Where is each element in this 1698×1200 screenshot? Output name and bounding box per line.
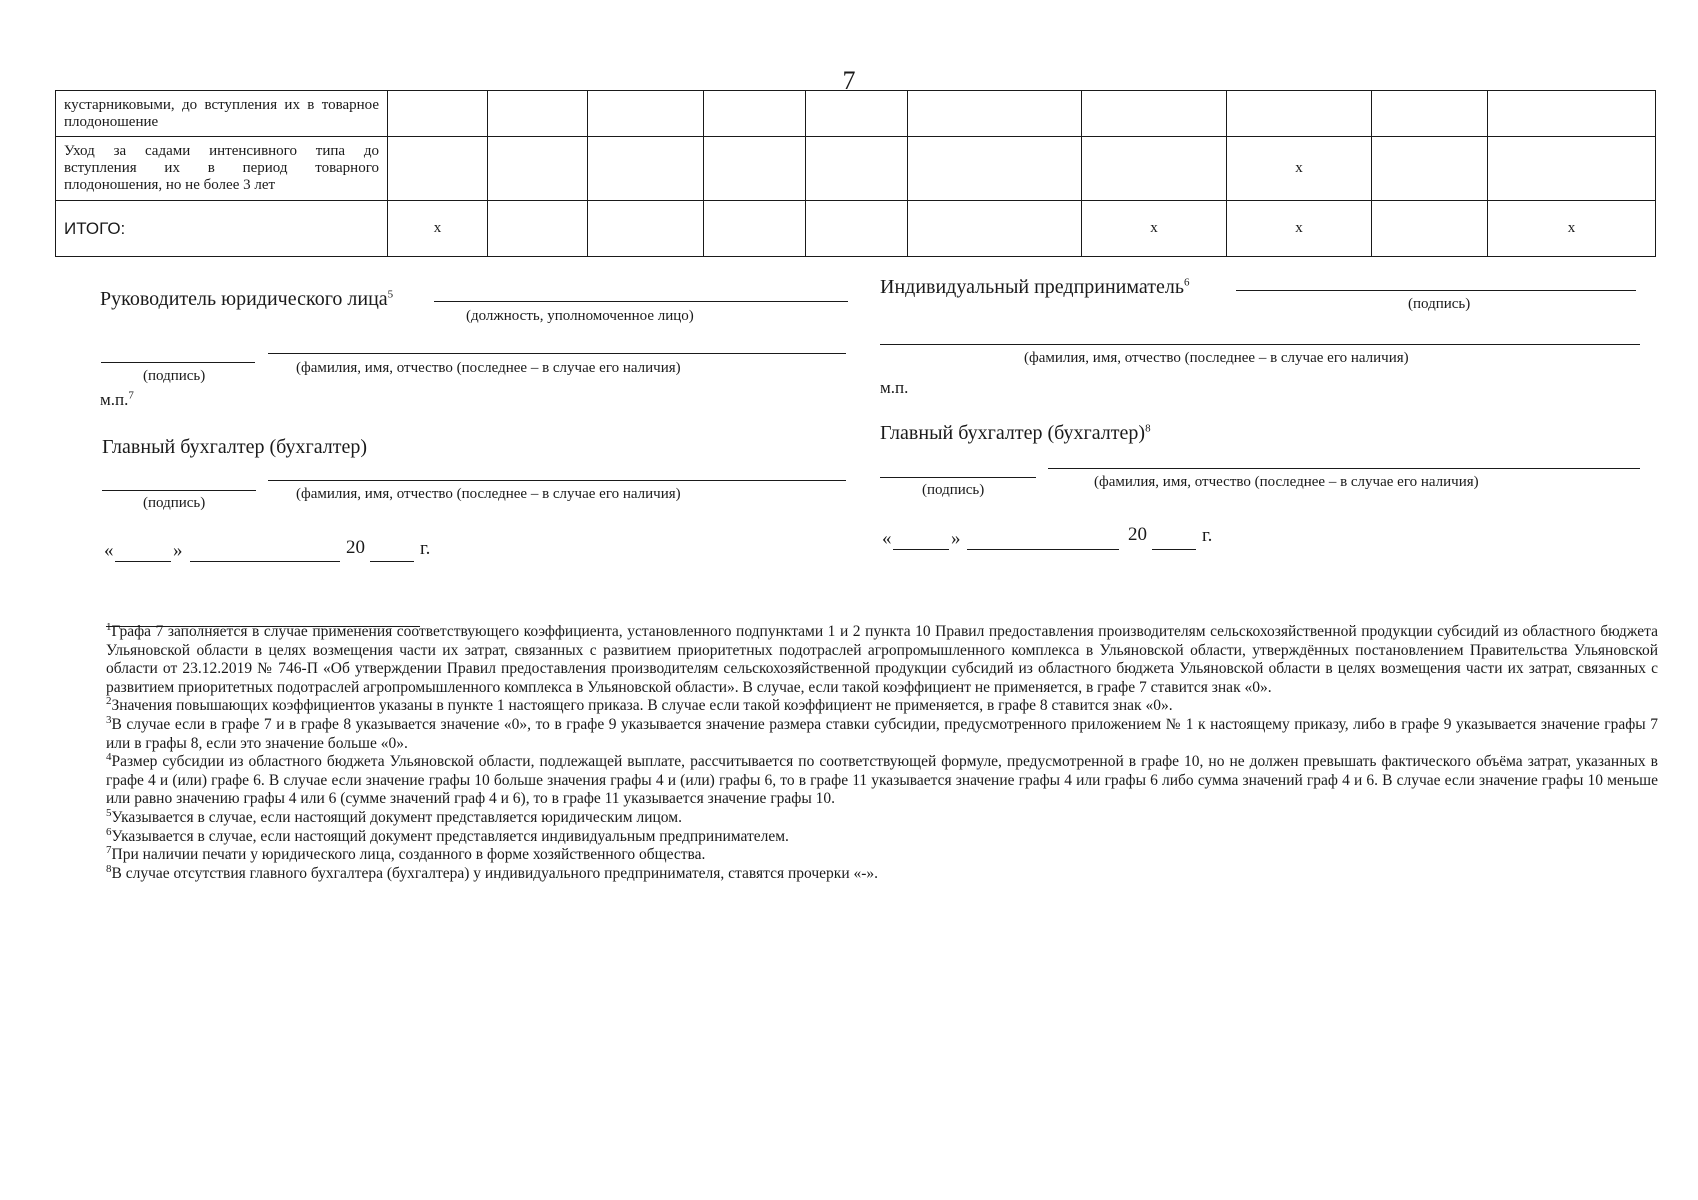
table-cell <box>1488 91 1656 137</box>
accountant-name-caption: (фамилия, имя, отчество (последнее – в случае его наличия) <box>1094 474 1479 490</box>
date-day-line[interactable] <box>893 549 949 550</box>
footnote: $^8$В случае отсутствия главного бухгалтера (бухгалтера) у индивидуального предпринимателя, ставятся прочерки «-». <box>106 862 879 882</box>
accountant-title: Главный бухгалтер (бухгалтер) <box>102 436 368 458</box>
row-label: Уход за садами интенсивного типа до вступления их в период товарного плодоношения, но не более 3 лет <box>56 137 388 201</box>
footnote-number: 1 <box>106 620 112 633</box>
total-label: ИТОГО: <box>56 201 388 257</box>
table-cell <box>488 137 588 201</box>
table-row <box>56 201 1656 257</box>
footnote-number: 6 <box>106 825 112 838</box>
footnote-ref: 6 <box>1183 276 1190 289</box>
table-cell <box>388 91 488 137</box>
signature-line[interactable] <box>101 362 255 363</box>
footnote: $^4$Размер субсидии из областного бюджета Ульяновской области, подлежащей выплате, рассчитывается по соответствующей формуле, предусмотренной в графе 10, но не должен превышать фактического объёма затрат, указанных в графе 4 и (или) графе 6. В случае если значение графы 10 больше значения графы 4 и (или) графы 6, то в графе 11 указывается значение графы 4 или графы 6 либо сумма значений граф 4 и 6. В случае если значение графы 10 меньше или равно значению графы 4 или 6 (сумме значений граф 4 и 6), то в графе 11 указывается значение графы 10. <box>106 751 1658 808</box>
date-open: « <box>104 540 114 561</box>
table-cell <box>908 91 1082 137</box>
date-close: » <box>951 528 961 549</box>
footnote-number: 5 <box>106 806 112 819</box>
date-year: 20 <box>346 537 365 558</box>
date-suffix: г. <box>420 538 431 559</box>
table-cell <box>1227 91 1372 137</box>
footnote-number: 7 <box>106 843 112 856</box>
entrepreneur-name-line[interactable] <box>880 344 1640 345</box>
accountant-signature-caption: (подпись) <box>143 495 206 511</box>
table-cell <box>588 91 704 137</box>
table-cell: x <box>1082 201 1227 257</box>
footnote: $^5$Указывается в случае, если настоящий документ представляется юридическим лицом. <box>106 806 682 826</box>
footnote: $^1$Графа 7 заполняется в случае применения соответствующего коэффициента, установленного подпунктами 1 и 2 пункта 10 Правил предоставления производителям сельскохозяйственной продукции субсидий из областного бюджета Ульяновской области в целях возмещения части их затрат, связанных с развитием приоритетных подотраслей агропромышленного комплекса в Ульяновской области, утверждённых постановлением Правительства Ульяновской области от 23.12.2019 № 746-П «Об утверждении Правил предоставления производителям сельскохозяйственной продукции субсидий из областного бюджета Ульяновской области в целях возмещения части их затрат, связанных с развитием приоритетных подотраслей агропромышленного комплекса в Ульяновской области». В случае, если такой коэффициент не применяется, в графе 7 ставится знак «0». <box>106 620 1658 696</box>
date-year: 20 <box>1128 524 1147 545</box>
signature-caption: (подпись) <box>143 368 206 384</box>
accountant-signature-caption: (подпись) <box>922 482 985 498</box>
stamp-label: м.п.$^7$ <box>100 389 134 409</box>
date-suffix: г. <box>1202 525 1213 546</box>
table-cell <box>806 137 908 201</box>
footnote-number: 3 <box>106 713 112 726</box>
date-year-line[interactable] <box>1152 549 1196 550</box>
name-line[interactable] <box>268 353 846 354</box>
entrepreneur-name-caption: (фамилия, имя, отчество (последнее – в случае его наличия) <box>1024 350 1409 366</box>
accountant-name-line[interactable] <box>268 480 846 481</box>
footnote: $^6$Указывается в случае, если настоящий документ представляется индивидуальным предпринимателем. <box>106 825 789 845</box>
accountant-signature-line[interactable] <box>880 477 1036 478</box>
table-cell <box>806 201 908 257</box>
page-number: 7 <box>842 66 856 95</box>
table-cell <box>806 91 908 137</box>
table-cell <box>488 91 588 137</box>
date-day-line[interactable] <box>115 561 171 562</box>
date-month-line[interactable] <box>967 549 1119 550</box>
date-year-line[interactable] <box>370 561 414 562</box>
head-title: Руководитель юридического лица$^5$ <box>100 288 394 310</box>
accountant-title: Главный бухгалтер (бухгалтер)$^8$ <box>880 422 1151 444</box>
footnote-ref: 5 <box>387 288 394 301</box>
table-cell: x <box>1227 201 1372 257</box>
table-row <box>56 91 1656 137</box>
table-cell <box>388 137 488 201</box>
table-cell <box>1372 201 1488 257</box>
date-open: « <box>882 528 892 549</box>
footnotes <box>106 620 1658 883</box>
table-cell <box>488 201 588 257</box>
entrepreneur-signature-line[interactable] <box>1236 290 1636 291</box>
name-caption: (фамилия, имя, отчество (последнее – в случае его наличия) <box>296 360 681 376</box>
table-cell <box>1372 91 1488 137</box>
table-cell <box>704 137 806 201</box>
table-cell <box>1082 137 1227 201</box>
position-caption: (должность, уполномоченное лицо) <box>466 308 694 324</box>
date-close: » <box>173 540 183 561</box>
position-line[interactable] <box>434 301 848 302</box>
footnote-ref: 7 <box>128 389 134 402</box>
footnote: $^7$При наличии печати у юридического лица, созданного в форме хозяйственного общества. <box>106 843 706 864</box>
table-cell <box>1082 91 1227 137</box>
footnote: $^2$Значения повышающих коэффициентов указаны в пункте 1 настоящего приказа. В случае если такой коэффициент не применяется, в графе 8 ставится знак «0». <box>106 695 1173 715</box>
table-cell <box>704 201 806 257</box>
table-cell <box>588 201 704 257</box>
table-cell <box>908 201 1082 257</box>
table-cell <box>1372 137 1488 201</box>
date-month-line[interactable] <box>190 561 340 562</box>
footnote: $^3$В случае если в графе 7 и в графе 8 указывается значение «0», то в графе 9 указывается значение размера ставки субсидии, предусмотренного приложением № 1 к настоящему приказу, либо в графе 9 указывается значение графы 7 или в графы 8, если это значение больше «0». <box>106 713 1658 752</box>
table-cell: x <box>1488 201 1656 257</box>
accountant-name-caption: (фамилия, имя, отчество (последнее – в случае его наличия) <box>296 486 681 502</box>
table-cell: x <box>388 201 488 257</box>
table-row <box>56 137 1656 201</box>
table-cell <box>908 137 1082 201</box>
table-cell <box>1488 137 1656 201</box>
accountant-name-line[interactable] <box>1048 468 1640 469</box>
footnote-number: 4 <box>106 751 112 763</box>
entrepreneur-signature-caption: (подпись) <box>1408 296 1471 312</box>
entrepreneur-title: Индивидуальный предприниматель$^6$ <box>880 276 1190 298</box>
footnote-ref: 8 <box>1145 422 1151 435</box>
table-cell: x <box>1227 137 1372 201</box>
accountant-signature-line[interactable] <box>102 490 256 491</box>
footnote-number: 8 <box>106 862 112 875</box>
table-cell <box>704 91 806 137</box>
subsidy-table <box>55 90 1656 257</box>
table-cell <box>588 137 704 201</box>
footnote-number: 2 <box>106 695 112 708</box>
row-label: кустарниковыми, до вступления их в товарное плодоношение <box>56 91 388 137</box>
stamp-label: м.п. <box>880 378 909 397</box>
